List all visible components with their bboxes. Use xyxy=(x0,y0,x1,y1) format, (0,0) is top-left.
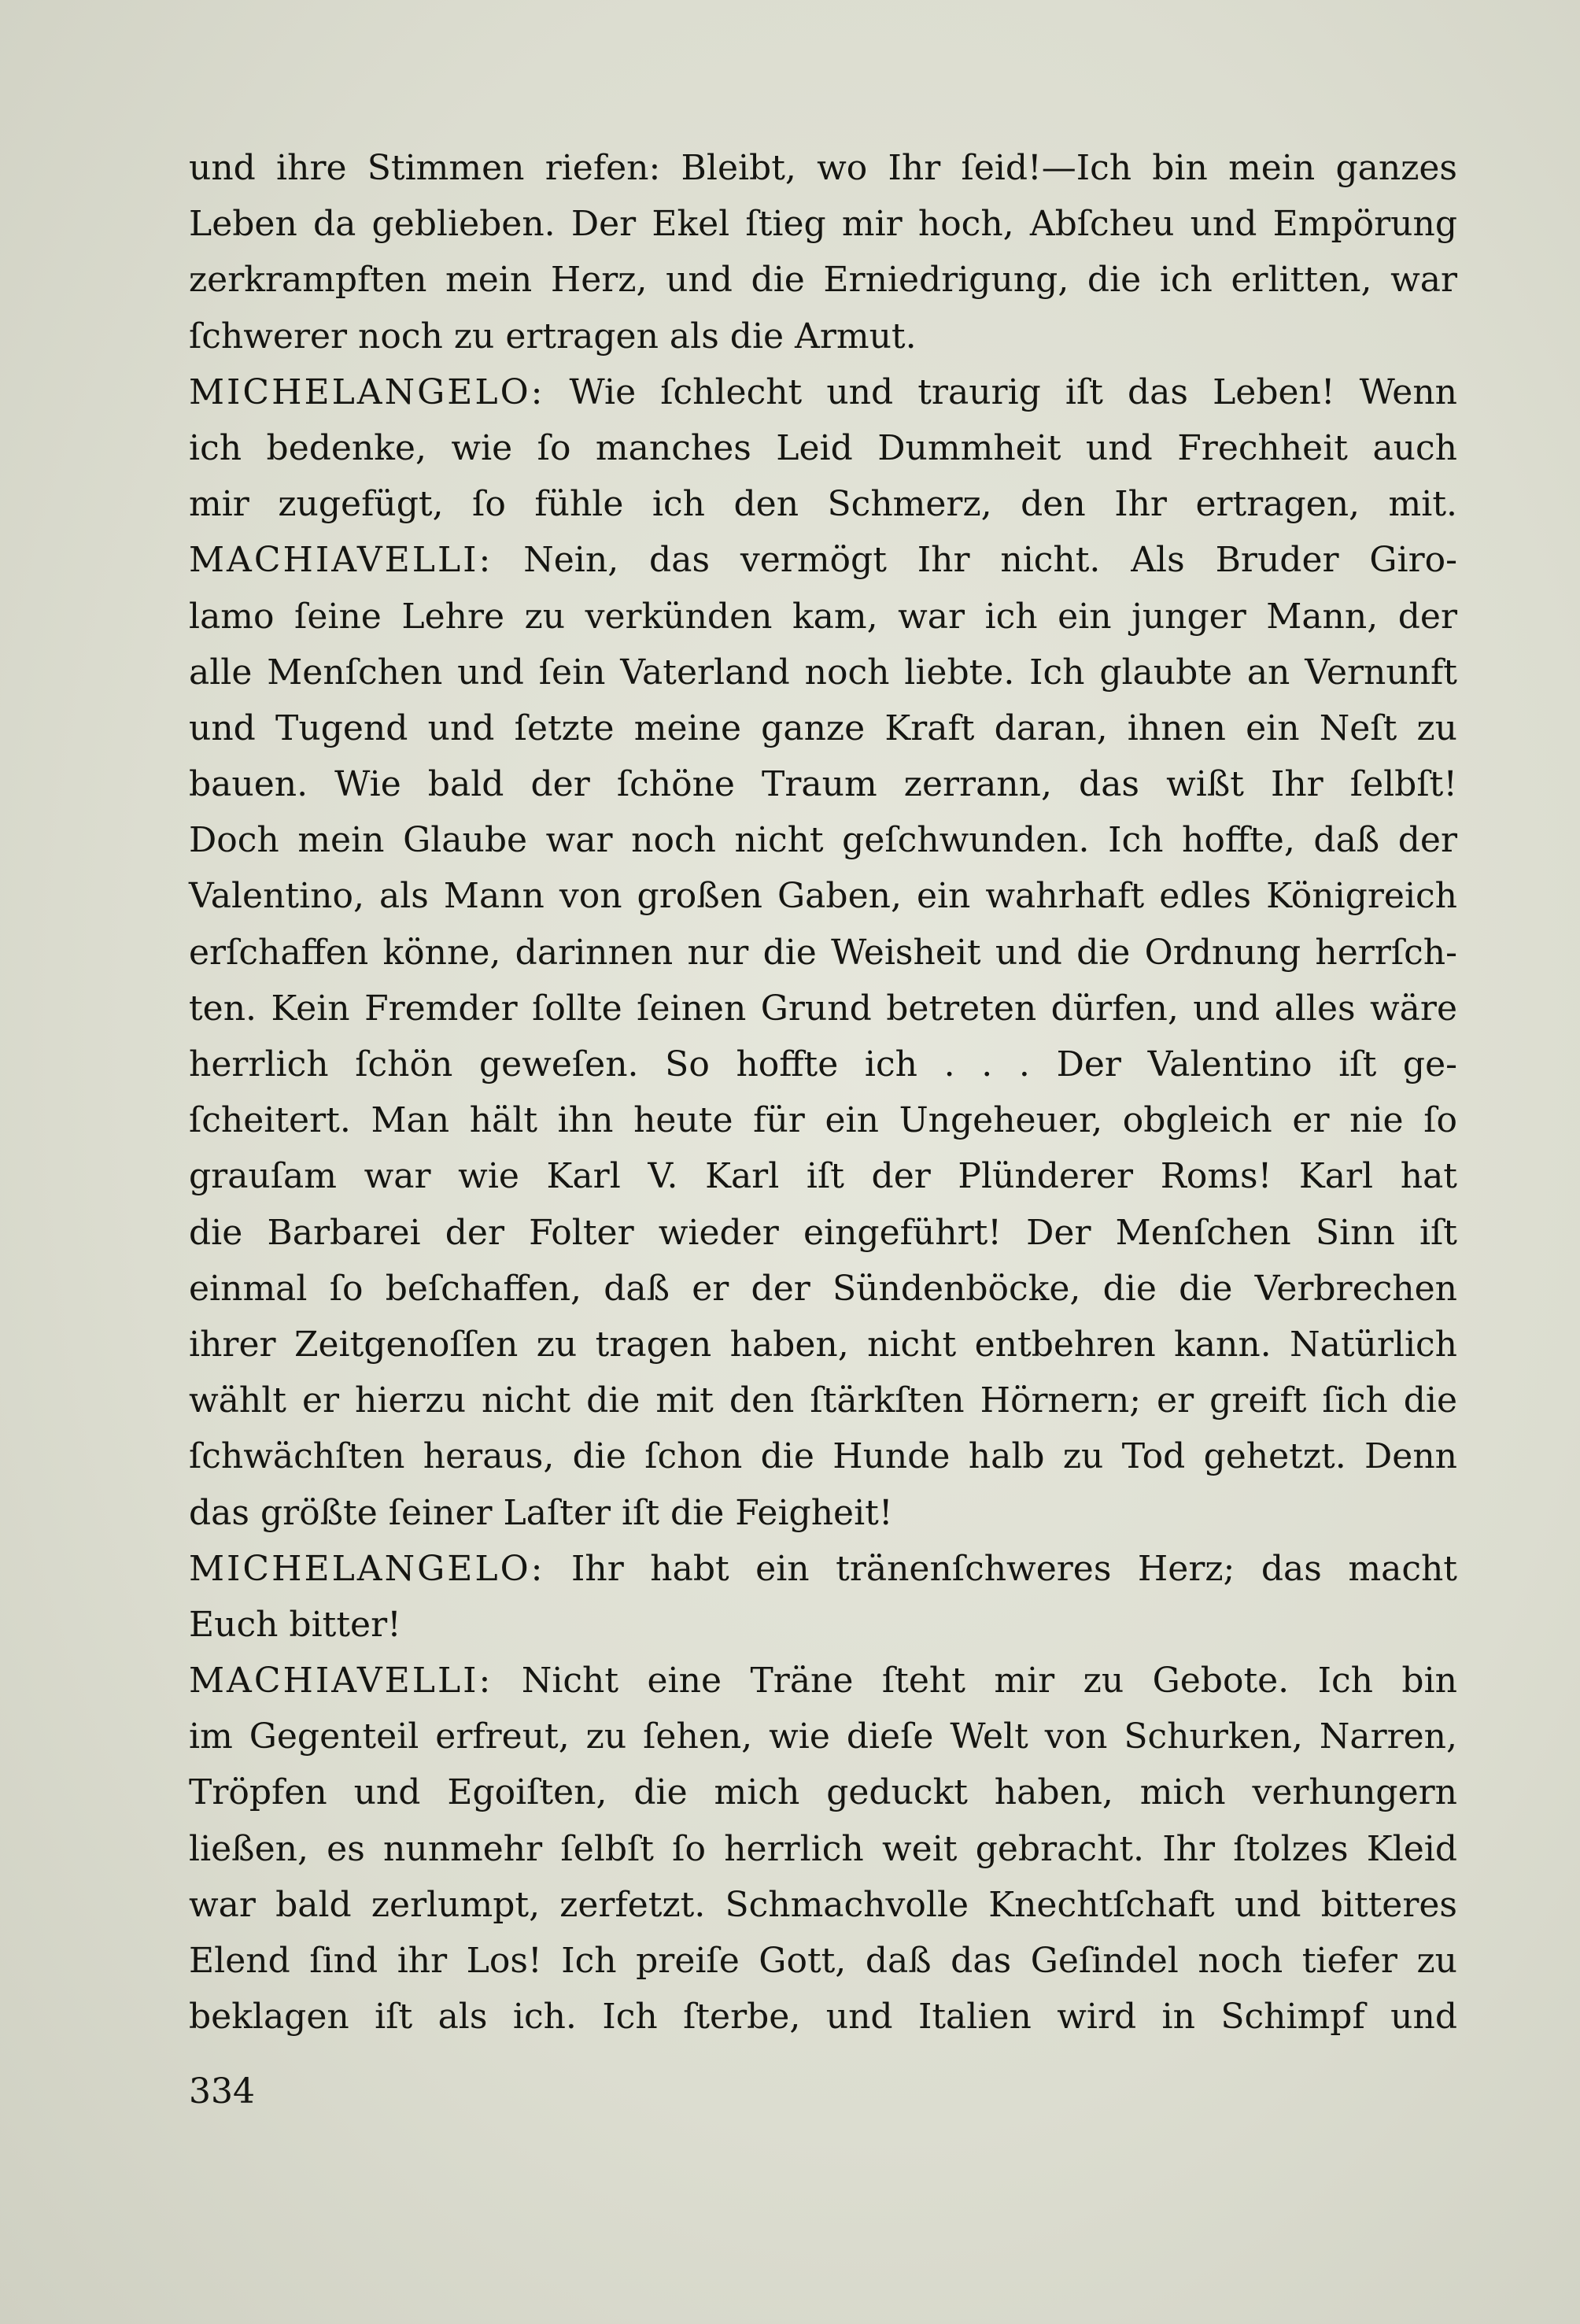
text-line xyxy=(189,309,1457,364)
text-line xyxy=(189,1933,1457,1989)
text-line xyxy=(189,1373,1457,1428)
text-line xyxy=(189,645,1457,700)
text-line xyxy=(189,1036,1457,1092)
line-text: lamo ſeine Lehre zu verkünden kam, war ich ein junger Mann, der xyxy=(189,596,1457,637)
text-line xyxy=(189,1821,1457,1877)
text-line xyxy=(189,420,1457,476)
text-line xyxy=(189,756,1457,812)
text-line xyxy=(189,252,1457,308)
line-text: erſchaffen könne, darinnen nur die Weisheit und die Ordnung herrſch- xyxy=(189,932,1457,973)
line-text: ſchwächſten heraus, die ſchon die Hunde halb zu Tod gehetzt. Denn xyxy=(189,1436,1457,1477)
line-text: wählt er hierzu nicht die mit den ſtärkſten Hörnern; er greift ſich die xyxy=(189,1380,1457,1421)
text-line xyxy=(189,532,1457,588)
line-text: ihrer Zeitgenoſſen zu tragen haben, nicht entbehren kann. Natürlich xyxy=(189,1324,1457,1365)
text-line xyxy=(189,1597,1457,1653)
speaker-name: MICHELANGELO: xyxy=(189,371,545,412)
line-text: zerkrampften mein Herz, und die Erniedrigung, die ich erlitten, war xyxy=(189,260,1457,301)
line-text: Euch bitter! xyxy=(189,1604,401,1645)
text-line xyxy=(189,364,1457,420)
line-text: beklagen iſt als ich. Ich ſterbe, und Italien wird in Schimpf und xyxy=(189,1997,1457,2038)
line-text: Wie ſchlecht und traurig iſt das Leben! Wenn xyxy=(545,371,1457,412)
speaker-name: MACHIAVELLI: xyxy=(189,540,493,581)
text-line xyxy=(189,1653,1457,1709)
text-line xyxy=(189,476,1457,532)
line-text: war bald zerlumpt, zerfetzt. Schmachvolle Knechtſchaft und bitteres xyxy=(189,1884,1457,1925)
line-text: ich bedenke, wie ſo manches Leid Dummheit und Frechheit auch xyxy=(189,427,1457,468)
line-text: ließen, es nunmehr ſelbſt ſo herrlich weit gebracht. Ihr ſtolzes Kleid xyxy=(189,1828,1457,1869)
line-text: ſchwerer noch zu ertragen als die Armut. xyxy=(189,316,917,357)
line-text: und ihre Stimmen riefen: Bleibt, wo Ihr ſeid!—Ich bin mein ganzes xyxy=(189,148,1457,188)
line-text: Leben da geblieben. Der Ekel ſtieg mir hoch, Abſcheu und Empörung xyxy=(189,204,1457,245)
speaker-name: MICHELANGELO: xyxy=(189,1548,545,1589)
line-text: einmal ſo beſchaffen, daß er der Sündenböcke, die die Verbrechen xyxy=(189,1268,1457,1309)
line-text: Ihr habt ein tränenſchweres Herz; das macht xyxy=(545,1548,1457,1589)
text-line xyxy=(189,140,1457,196)
text-line xyxy=(189,1148,1457,1204)
text-line xyxy=(189,925,1457,981)
text-line xyxy=(189,1205,1457,1261)
line-text: Nein, das vermögt Ihr nicht. Als Bruder Giro- xyxy=(493,540,1457,581)
text-line xyxy=(189,1709,1457,1764)
line-text: die Barbarei der Folter wieder eingeführt! Der Menſchen Sinn iſt xyxy=(189,1212,1457,1253)
line-text: grauſam war wie Karl V. Karl iſt der Plünderer Roms! Karl hat xyxy=(189,1156,1457,1197)
page-text xyxy=(189,140,1457,2045)
text-line xyxy=(189,868,1457,924)
line-text: Valentino, als Mann von großen Gaben, ein wahrhaft edles Königreich xyxy=(189,876,1457,917)
speaker-name: MACHIAVELLI: xyxy=(189,1661,493,1701)
text-line xyxy=(189,1877,1457,1933)
text-line xyxy=(189,1317,1457,1373)
text-line xyxy=(189,1428,1457,1484)
text-line xyxy=(189,1485,1457,1541)
line-text: bauen. Wie bald der ſchöne Traum zerrann, das wißt Ihr ſelbſt! xyxy=(189,764,1457,805)
line-text: und Tugend und ſetzte meine ganze Kraft daran, ihnen ein Neſt zu xyxy=(189,708,1457,748)
text-line xyxy=(189,812,1457,868)
line-text: herrlich ſchön geweſen. So hoffte ich . . . Der Valentino iſt ge- xyxy=(189,1044,1457,1084)
line-text: Nicht eine Träne ſteht mir zu Gebote. Ich bin xyxy=(493,1661,1457,1701)
line-text: Elend ſind ihr Los! Ich preiſe Gott, daß das Geſindel noch tiefer zu xyxy=(189,1941,1457,1981)
line-text: ſcheitert. Man hält ihn heute für ein Ungeheuer, obgleich er nie ſo xyxy=(189,1100,1457,1141)
line-text: Tröpfen und Egoiſten, die mich geduckt haben, mich verhungern xyxy=(189,1772,1457,1813)
page-number: 334 xyxy=(189,2071,255,2112)
text-line xyxy=(189,1092,1457,1148)
text-line xyxy=(189,196,1457,252)
text-line xyxy=(189,1989,1457,2045)
line-text: ten. Kein Fremder ſollte ſeinen Grund betreten dürfen, und alles wäre xyxy=(189,988,1457,1029)
text-line xyxy=(189,1764,1457,1820)
text-line xyxy=(189,700,1457,756)
line-text: das größte ſeiner Laſter iſt die Feigheit! xyxy=(189,1492,893,1533)
line-text: mir zugefügt, ſo fühle ich den Schmerz, den Ihr ertragen, mit. xyxy=(189,484,1457,525)
line-text: im Gegenteil erfreut, zu ſehen, wie dieſe Welt von Schurken, Narren, xyxy=(189,1716,1457,1757)
text-line xyxy=(189,981,1457,1036)
text-line xyxy=(189,589,1457,645)
text-line xyxy=(189,1261,1457,1317)
text-line xyxy=(189,1541,1457,1597)
line-text: alle Menſchen und ſein Vaterland noch liebte. Ich glaubte an Vernunft xyxy=(189,652,1457,693)
line-text: Doch mein Glaube war noch nicht geſchwunden. Ich hoffte, daß der xyxy=(189,820,1457,861)
